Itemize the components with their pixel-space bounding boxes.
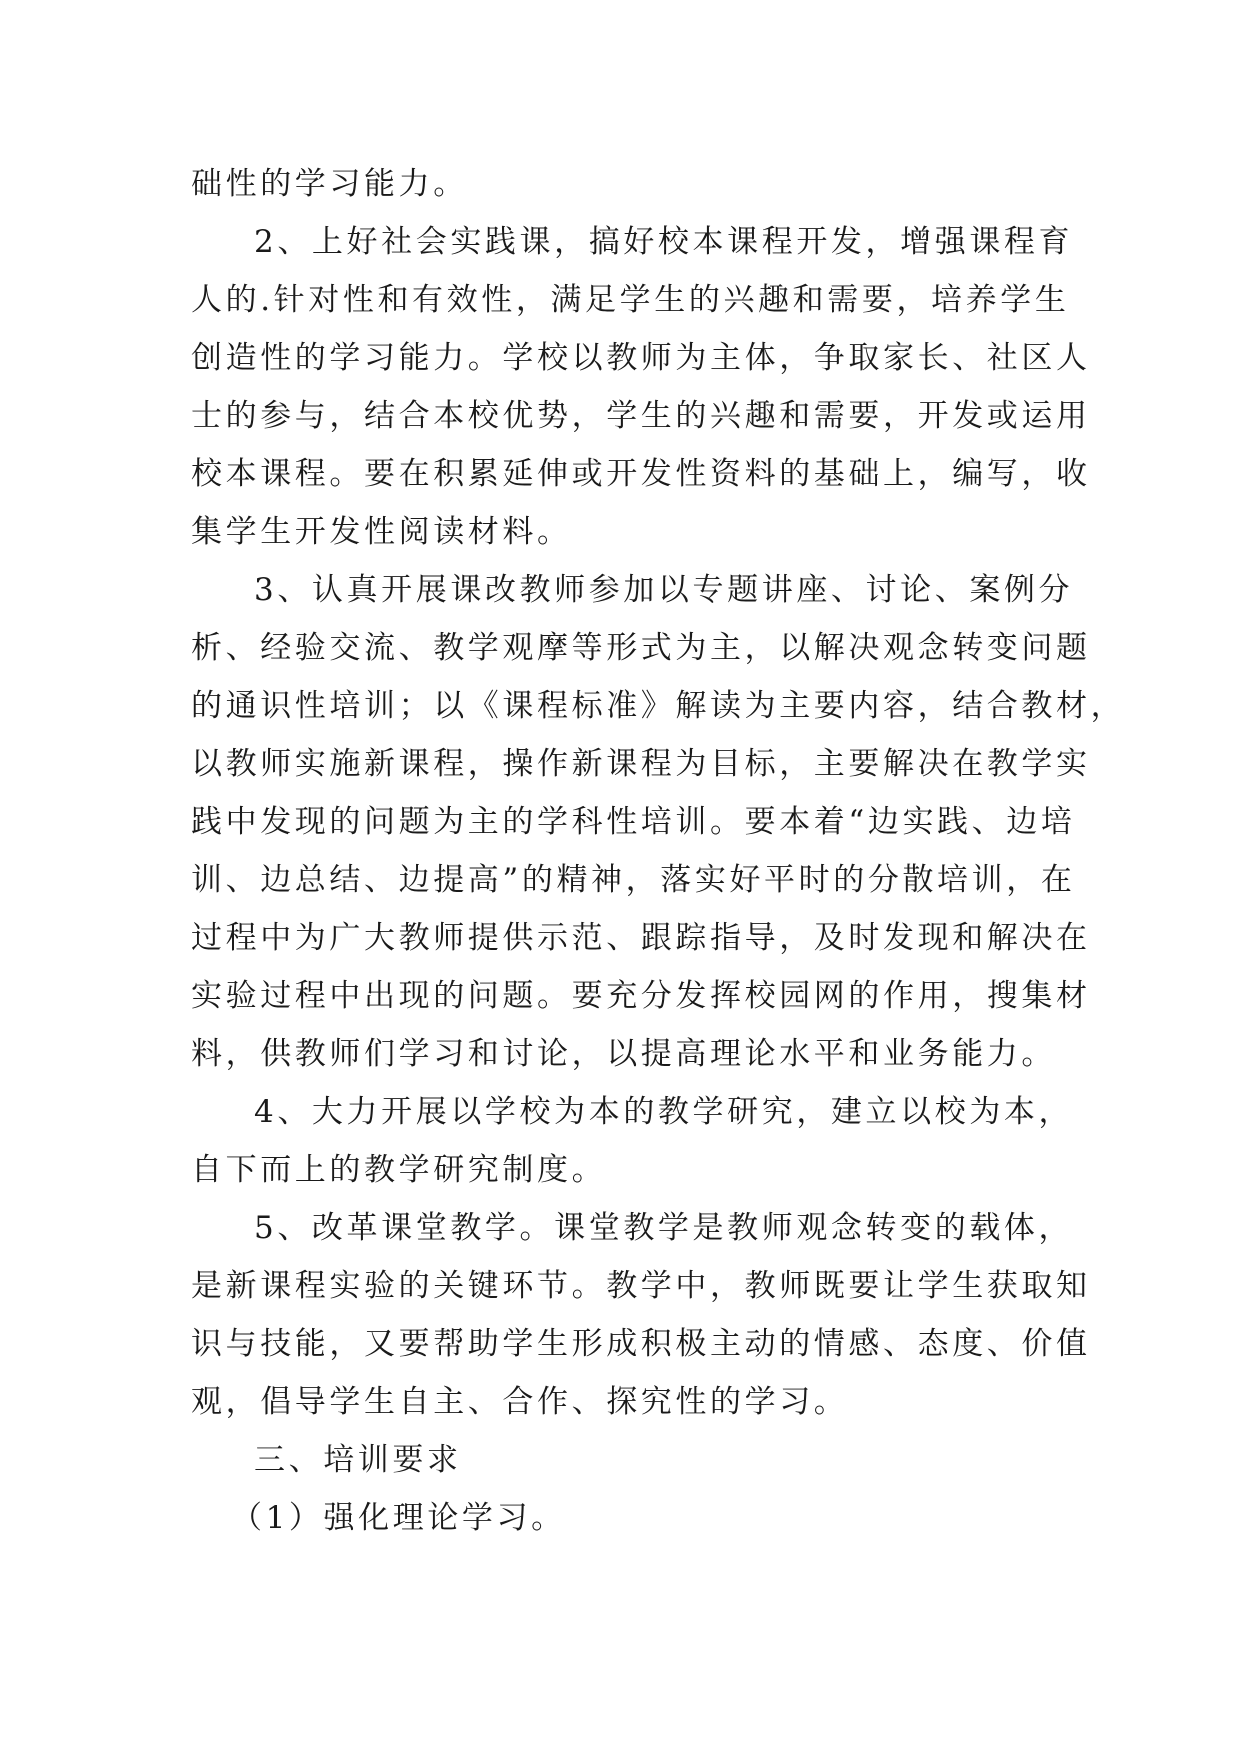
section-heading: 三、培训要求 — [254, 1442, 462, 1478]
text-line: 实验过程中出现的问题。要充分发挥校园网的作用，搜集材 — [191, 978, 1091, 1014]
text-line: 2、上好社会实践课，搞好校本课程开发，增强课程育 — [254, 224, 1074, 260]
text-line: 以教师实施新课程，操作新课程为目标，主要解决在教学实 — [191, 746, 1091, 782]
text-line: 识与技能，又要帮助学生形成积极主动的情感、态度、价值 — [191, 1326, 1091, 1362]
sub-heading: （1）强化理论学习。 — [231, 1500, 566, 1536]
text-line: 的通识性培训；以《课程标准》解读为主要内容，结合教材， — [191, 688, 1126, 724]
text-line: 训、边总结、边提高”的精神，落实好平时的分散培训，在 — [191, 862, 1076, 898]
text-line: 料，供教师们学习和讨论，以提高理论水平和业务能力。 — [191, 1036, 1056, 1072]
text-line: 础性的学习能力。 — [191, 166, 468, 202]
text-line: 是新课程实验的关键环节。教学中，教师既要让学生获取知 — [191, 1268, 1091, 1304]
text-line: 3、认真开展课改教师参加以专题讲座、讨论、案例分 — [254, 572, 1074, 608]
text-line: 士的参与，结合本校优势，学生的兴趣和需要，开发或运用 — [191, 398, 1091, 434]
text-line: 自下而上的教学研究制度。 — [191, 1152, 607, 1188]
text-line: 观，倡导学生自主、合作、探究性的学习。 — [191, 1384, 849, 1420]
text-line: 过程中为广大教师提供示范、跟踪指导，及时发现和解决在 — [191, 920, 1091, 956]
text-line: 创造性的学习能力。学校以教师为主体，争取家长、社区人 — [191, 340, 1091, 376]
text-line: 5、改革课堂教学。课堂教学是教师观念转变的载体， — [254, 1210, 1074, 1246]
text-line: 校本课程。要在积累延伸或开发性资料的基础上，编写，收 — [191, 456, 1091, 492]
text-line: 践中发现的问题为主的学科性培训。要本着“边实践、边培 — [191, 804, 1076, 840]
text-line: 4、大力开展以学校为本的教学研究，建立以校为本， — [254, 1094, 1074, 1130]
text-line: 人的.针对性和有效性，满足学生的兴趣和需要，培养学生 — [191, 282, 1070, 318]
text-line: 集学生开发性阅读材料。 — [191, 514, 572, 550]
document-body — [191, 158, 1126, 1544]
text-line: 析、经验交流、教学观摩等形式为主，以解决观念转变问题 — [191, 630, 1091, 666]
